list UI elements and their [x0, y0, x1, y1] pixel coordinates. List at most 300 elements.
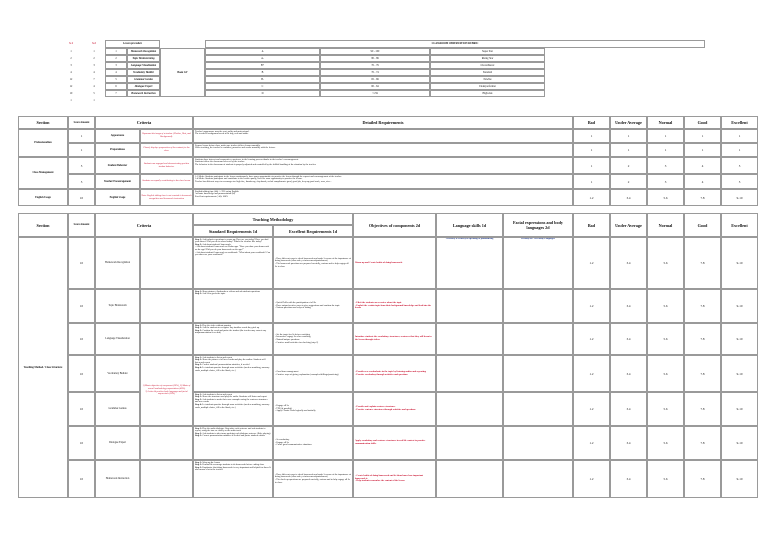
detail-line: Students follow the classroom rules set by the teacher. — [195, 161, 245, 164]
step-text: Play the video without pausing — [202, 324, 231, 327]
objectives-text — [353, 355, 436, 392]
rubric-label: High-risk — [430, 90, 545, 97]
procedure-step-num: 2 — [105, 55, 127, 62]
step-label: Step 2: — [195, 464, 202, 467]
weight-col2-value: 2 — [93, 56, 95, 60]
weight-col2-value: 4 — [93, 84, 95, 88]
level-header: Bad — [573, 116, 610, 129]
scale-value: 1 — [721, 143, 758, 157]
score-value: 10 — [68, 237, 95, 289]
excellent-line: - Have different ways to check homework and make 5s aware of the importance of doing homework (class rules, reinforcement/punishment) — [275, 257, 351, 263]
step-text: Ask inclusive questions to warm up: How are you today? Have you had your dinner? Did you do in school today? What's the weather like today? — [195, 238, 269, 244]
procedure-step-num: 4 — [105, 69, 127, 76]
step-label: Step 3: — [195, 435, 202, 438]
criteria-note: Note: English talking time is not counted in homework recognition and homework instruction — [140, 189, 193, 206]
excellent-requirements-text — [273, 237, 353, 289]
scale-value: 1 — [610, 129, 647, 143]
rubric-range: <=59 — [320, 90, 430, 97]
language-skills-cell — [436, 392, 503, 426]
standard-requirements-header: Standard Requirements 1d — [193, 225, 273, 237]
weight-col2-value: 4 — [93, 70, 95, 74]
group-label: English Usage — [18, 189, 68, 206]
excellent-requirements-text — [273, 289, 353, 323]
score-value: 1 — [68, 129, 95, 143]
step-text: Ask the students to recognize any familiar words they pick up — [202, 327, 260, 330]
details-text — [193, 143, 573, 157]
requirement-step — [195, 467, 271, 472]
detail-line: English talking time (ldt) -> 70% using English — [195, 190, 239, 193]
excellent-line: - Good time management — [275, 370, 299, 373]
lesson-procedure-header: Lesson procedure — [105, 40, 160, 48]
criteria-name: Homework Instruction — [95, 460, 140, 498]
scale-value: 1 — [573, 143, 610, 157]
step-label: Step 3: — [195, 398, 202, 401]
criteria-header: Criteria — [95, 116, 193, 129]
scale-value: 5.6 — [647, 189, 684, 206]
excellent-requirements-text — [273, 426, 353, 460]
standard-requirements-text — [193, 392, 273, 426]
facial-expressions-cell — [503, 289, 573, 323]
score-value: 10 — [68, 289, 95, 323]
score-value: 10 — [68, 392, 95, 426]
scale-value: 1 — [684, 129, 721, 143]
criteria-name: Preparedness — [95, 143, 140, 157]
weight-col1-value: 2 — [70, 56, 72, 60]
criteria-note-empty — [140, 460, 193, 498]
scale-value: 7.8 — [684, 426, 721, 460]
objectives-text — [353, 426, 436, 460]
step-text: Wrap up the lesson — [202, 461, 220, 464]
criteria-name: Topic Brainstorm — [95, 289, 140, 323]
weight-col1-value: 12 — [69, 77, 73, 81]
objectives-text — [353, 289, 436, 323]
requirement-step — [195, 367, 271, 372]
scale-value: 7.8 — [684, 189, 721, 206]
step-label: Step 1: — [195, 290, 202, 293]
details-text — [193, 174, 573, 189]
scale-value: 5.6 — [647, 355, 684, 392]
group-label: Teaching Method / Class Structure — [18, 237, 68, 498]
detail-line: When teaching, the teacher is confident, proactive and works smoothly with the lecture. — [195, 147, 276, 150]
objective-line: - Help students remember the content of the lesson — [355, 480, 405, 483]
criteria-note — [140, 355, 193, 426]
facial-expressions-cell: Flexibly use TPR/Body Languages — [503, 237, 573, 289]
rubric-label: Standard — [430, 69, 545, 76]
rubric-grade: D — [205, 90, 320, 97]
requirement-step — [195, 252, 271, 257]
excellent-line: - The check up questions are prepared carefully, various and to help engage all Ss in class. — [275, 479, 350, 484]
excellent-requirements-text — [273, 323, 353, 355]
score-value: 1 — [68, 143, 95, 157]
scale-value: 1 — [647, 129, 684, 143]
excellent-line: - Creative small activities for checking (step 2) — [275, 341, 319, 344]
excellent-requirements-header: Excellent Requirements 1d — [273, 225, 353, 237]
criteria-note: Students are engaged and demonstrating positive student behavior. — [140, 157, 193, 174]
excellent-line: - TPR (if possible) — [275, 407, 293, 410]
scale-value: 9-10 — [721, 392, 758, 426]
scale-value: 7.8 — [684, 355, 721, 392]
scale-value: 9-10 — [721, 460, 758, 498]
criteria-name: Teacher Encouragement — [95, 174, 140, 189]
objectives-text — [353, 237, 436, 289]
rubric-title: CLASSROOM OBSERVATION RUBRIC — [205, 40, 705, 48]
objective-line: - Provide new vocabularies in the topic by listening audios and repeating — [355, 370, 426, 373]
weight-col1-value: 3 — [70, 63, 72, 67]
criteria-name: Vocabulary Builder — [95, 355, 140, 392]
detail-line: Excellent requirements (>ld): 100% — [195, 195, 228, 198]
scale-value: 5.6 — [647, 460, 684, 498]
step-text: Let students practice through some activities (such as matching, memory cards, multiple choice, fill in the blank, etc.) — [195, 404, 270, 409]
criteria-name: Student Behavior — [95, 157, 140, 174]
excellent-line: - Set the target for Ss before watching — [275, 333, 310, 336]
scale-value: 3.4 — [610, 237, 647, 289]
excellent-line: - Engage all Ss — [275, 441, 289, 444]
procedure-step-label: Language Visualization — [127, 62, 160, 69]
language-skills-cell: Accuracy & Fluency in speaking & pronouncing — [436, 237, 503, 289]
scale-value: 7.8 — [684, 323, 721, 355]
weight-col1-value: 10 — [69, 91, 73, 95]
detail-line: Students show interest and cooperative experience in the learning process thanks to the teacher's encouragement. — [195, 158, 299, 161]
objective-line: Introduce students the vocabulary, structures, sentences that they will learn in the lesson through videos. — [355, 336, 432, 341]
step-text: Ask students to make their own examples using the sentence structures and new words — [195, 398, 268, 404]
scale-value: 1.2 — [573, 289, 610, 323]
criteria-name: Homework Recognition — [95, 237, 140, 289]
excellent-line: - Create good communicative situations — [275, 444, 312, 447]
scale-value: 5.6 — [647, 323, 684, 355]
score-value: 10 — [68, 323, 95, 355]
weight-col1-value: 12 — [69, 84, 73, 88]
scale-value: 1 — [610, 143, 647, 157]
criteria-name: Grammar Genius — [95, 392, 140, 426]
excellent-line: - Have different ways to check homework and make 5s aware of the importance of doing homework (class rules, reinforcement/punishment) — [275, 473, 351, 479]
detail-line: The teacher's background needs to be tidy, neat and stable. — [195, 133, 249, 136]
level-header: Under Average — [610, 116, 647, 129]
detail-line: 1-1 Mode: Students participate in the lesson continuously, have many opportunities to practice the lesson through the request and encouragement of the teacher. — [195, 175, 342, 178]
excellent-requirements-text — [273, 460, 353, 498]
scale-value: 3.4 — [610, 289, 647, 323]
objective-line: Apply vocabulary and sentence structures in real life context to practice communication skills. — [355, 440, 426, 445]
book-name: Book GV — [160, 48, 205, 97]
scale-value: 1 — [647, 143, 684, 157]
level-header: Normal — [647, 116, 684, 129]
step-label: Step 2: — [195, 293, 202, 296]
scale-value: 5 — [721, 157, 758, 174]
objectives-header: Objectives of components 2d — [353, 213, 436, 237]
objectives-text — [353, 323, 436, 355]
procedure-step-num: 7 — [105, 90, 127, 97]
rubric-grade: A- — [205, 55, 320, 62]
language-skills-cell — [436, 323, 503, 355]
criteria-name: Appearance — [95, 129, 140, 143]
score-value: 10 — [68, 460, 95, 498]
standard-requirements-text — [193, 355, 273, 392]
rubric-label: Newbie — [430, 76, 545, 83]
score-value: 10 — [68, 426, 95, 460]
objective-line: - Create habits of doing homework and let them know how important homework is — [355, 475, 424, 480]
excellent-line: - Natural/unique questions — [275, 339, 300, 341]
step-label: Step 3: — [195, 364, 202, 367]
objectives-text — [353, 460, 436, 498]
rubric-grade: A — [205, 48, 320, 55]
language-skills-cell — [436, 289, 503, 323]
scale-value: 3.4 — [610, 323, 647, 355]
details-text — [193, 129, 573, 143]
scale-value: 9-10 — [721, 355, 758, 392]
scale-value: 9-10 — [721, 237, 758, 289]
step-text: Let students practice through some activities (such as matching, memory cards, multiple choice, fill in the blank, etc.) — [195, 367, 270, 372]
details-header: Detailed Requirements — [193, 116, 573, 129]
scale-value: 1.2 — [573, 323, 610, 355]
group-label: Professionalism — [18, 129, 68, 157]
rubric-range: 90 - 100 — [320, 48, 430, 55]
detail-line: Teacher has different ways to encourage stu: high five, thumbs up, clap hands, verbal compliments: good, good job, keep up good work, wow, nice... — [195, 180, 332, 183]
weight-col2-value: 1 — [93, 98, 95, 102]
excellent-line: - Engage all Ss — [275, 405, 289, 408]
rubric-range: 65 - 69 — [320, 76, 430, 83]
step-text: Ask students to take turns speaking each dialogue sentence (Role playing) — [202, 432, 271, 435]
standard-requirements-text — [193, 323, 273, 355]
facial-expressions-cell — [503, 323, 573, 355]
scale-value: 1.2 — [573, 189, 610, 206]
scale-value: 1 — [573, 129, 610, 143]
score-header: Score Amount — [68, 213, 95, 237]
language-skills-cell — [436, 355, 503, 392]
score-value: 5 — [68, 157, 95, 174]
step-text: Show pictures, flashcards or videos and ask students questions — [202, 290, 260, 293]
step-text: Confirm the word and praise the student (the teacher may correct any mispronunciation if needed) — [195, 329, 267, 335]
criteria-name: English Usage — [95, 189, 140, 206]
level-header: Normal — [647, 213, 684, 237]
step-text: Ask Ss to guess the topic — [202, 293, 226, 296]
standard-requirements-text — [193, 237, 273, 289]
step-label: Step 4: — [195, 367, 202, 370]
step-label: Step 2: — [195, 396, 202, 399]
excellent-line: - Various questions and ways of asking — [275, 307, 311, 310]
objective-line: - Practice sentence structures through activities and questions — [355, 409, 416, 411]
procedure-step-num: 5 — [105, 76, 127, 83]
rubric-range: 70 - 74 — [320, 69, 430, 76]
step-text: Correct students' pronunciation mistakes, if needed — [202, 364, 250, 367]
facial-expressions-cell — [503, 426, 573, 460]
detail-line: Prepare lesson before class, make sure teacher deliver lesson smoothly. — [195, 144, 261, 147]
weight-col1-value: 1 — [70, 49, 72, 53]
step-label: Step 4: — [195, 404, 202, 407]
teaching-methodology-header: Teaching Methodology — [193, 213, 353, 225]
step-text: Show the picture of all new words and play the audios. Students will listen and repeat — [195, 359, 266, 364]
rubric-label: Overachiever — [430, 62, 545, 69]
detail-line: Accurate knowledge and pronunciation (ld) — [195, 193, 236, 196]
level-header: Excellent — [721, 116, 758, 129]
group-label: Class Management — [18, 157, 68, 189]
step-text: Correct pronunciation mistakes if needed and praise students efforts — [202, 435, 265, 438]
weight-col2-value: 1 — [93, 49, 95, 53]
facial-expressions-cell — [503, 355, 573, 392]
criteria-name: Dialogue Expert — [95, 426, 140, 460]
scale-value: 1.2 — [573, 392, 610, 426]
scale-value: 7.8 — [684, 237, 721, 289]
language-skills-cell — [436, 460, 503, 498]
rubric-range: 80 - 89 — [320, 55, 430, 62]
scale-value: 2 — [610, 157, 647, 174]
requirement-step — [195, 404, 271, 409]
weight-col1-value: 1 — [70, 98, 72, 102]
procedure-step-num: 6 — [105, 83, 127, 90]
weight-col2-header: S-2 — [92, 42, 96, 46]
facial-expressions-cell — [503, 460, 573, 498]
scale-value: 3.4 — [610, 460, 647, 498]
criteria-note-empty — [140, 289, 193, 323]
procedure-step-label: Vocabulary Builder — [127, 69, 160, 76]
weight-col2-value: 5 — [93, 91, 95, 95]
scale-value: 1 — [573, 157, 610, 174]
scale-value: 9-10 — [721, 189, 758, 206]
procedure-step-label: Homework Instruction — [127, 90, 160, 97]
scale-value: 2 — [610, 174, 647, 189]
objective-line: - Practice vocabulary through activities and questions — [355, 373, 408, 376]
excellent-line: - Ss vocabulary — [275, 439, 290, 442]
scale-value: 3.4 — [610, 392, 647, 426]
scale-value: 7.8 — [684, 289, 721, 323]
scale-value: 5.6 — [647, 426, 684, 460]
weight-col1-value: 4 — [70, 70, 72, 74]
excellent-line: - Quick Drills with the participation of all Ss — [275, 302, 317, 305]
excellent-line: - Interactive engage Ss when watching — [275, 336, 311, 339]
standard-requirements-text — [193, 289, 273, 323]
criteria-note-line: 1) Meets objective of component (20%), 2) Meets of overall methodology expectations (40%) — [142, 385, 191, 390]
level-header: Bad — [573, 213, 610, 237]
section-header: Section — [18, 116, 68, 129]
scale-value: 1 — [721, 129, 758, 143]
step-text: Show the structures and play the audio. Students will listen and repeat — [202, 396, 267, 399]
detail-line: The behavior in the classroom of students is properly adjusted and controlled by the skillful handling of the situation by the teacher. — [195, 163, 317, 166]
criteria-note: Clearly displays preparation of the content for the class. — [140, 143, 193, 157]
procedure-step-num: 1 — [105, 48, 127, 55]
rubric-range: 70 - 79 — [320, 62, 430, 69]
detail-line: Teacher's appearance must be neat, polite and professional. — [195, 130, 250, 133]
criteria-note-empty — [140, 426, 193, 460]
rubric-label: Underperformer — [430, 83, 545, 90]
scale-value: 9-10 — [721, 323, 758, 355]
procedure-step-label: Grammar Genius — [127, 76, 160, 83]
step-label: Step 3: — [195, 329, 202, 332]
details-text — [193, 157, 573, 174]
standard-requirements-text — [193, 426, 273, 460]
scale-value: 1.2 — [573, 237, 610, 289]
step-text: Emphasize that doing homework is very important and helpful for them. It also means a lot to the teacher — [195, 466, 271, 472]
step-label: Step 2: — [195, 243, 202, 246]
scale-value: 1 — [684, 143, 721, 157]
score-value: 5 — [68, 174, 95, 189]
details-text — [193, 189, 573, 206]
scale-value: 3.4 — [610, 426, 647, 460]
procedure-step-label: Topic Brainstorming — [127, 55, 160, 62]
step-label: Step 2: — [195, 327, 202, 330]
scale-value: 3 — [647, 174, 684, 189]
criteria-note-line: 3) Active & positive body language and facial expressions (20%) — [145, 390, 188, 396]
scale-value: 9-10 — [721, 289, 758, 323]
facial-expressions-header: Facial expressions and body languages 2d — [503, 213, 573, 237]
rubric-grade: B+ — [205, 62, 320, 69]
scale-value: 1.2 — [573, 426, 610, 460]
standard-requirements-text — [193, 460, 273, 498]
rubric-range: 60 - 64 — [320, 83, 430, 90]
score-value: 10 — [68, 355, 95, 392]
criteria-name: Language Visualization — [95, 323, 140, 355]
language-skills-cell — [436, 426, 503, 460]
criteria-header: Criteria — [95, 213, 193, 237]
scale-value: 4 — [684, 174, 721, 189]
level-header: Under Average — [610, 213, 647, 237]
detail-line: 1-4 Mode: Students participate and contribute to the lesson equally, have the same opportunity to practice the lesson. — [195, 178, 303, 181]
scale-value: 9-10 — [721, 426, 758, 460]
step-label: Step 1: — [195, 393, 202, 396]
step-label: Step 1: — [195, 238, 202, 241]
scale-value: 5 — [721, 174, 758, 189]
step-label: Step 2: — [195, 432, 202, 435]
criteria-note: Represent the image of a teacher (Clothes, Hair, and Background). — [140, 129, 193, 143]
objective-line: - Elicit the students an overview about the topic — [355, 302, 402, 305]
rubric-grade: C — [205, 83, 320, 90]
score-header: Score Amount — [68, 116, 95, 129]
procedure-step-label: Dialogue Expert — [127, 83, 160, 90]
requirement-step — [195, 330, 271, 335]
scale-value: 1.2 — [573, 460, 610, 498]
weight-col1-header: S-1 — [69, 42, 73, 46]
rubric-label: Rising Star — [430, 55, 545, 62]
excellent-line: - Have unique/creative ways to give suggestions and confirm the topic — [275, 304, 340, 307]
scale-value: 1 — [573, 174, 610, 189]
excellent-line: - Creative ways of giving explanation (examples/drillings/practicing) — [275, 373, 339, 376]
step-text: Ask about students' homework: — [202, 243, 232, 246]
step-label: Step 1: — [195, 356, 202, 359]
objective-line: Warm up and Create habits of doing homework. — [355, 261, 403, 264]
scale-value: 5.6 — [647, 392, 684, 426]
excellent-line: - Apply Classin Tools logically and tactfully — [275, 410, 316, 413]
step-label: Step 1: — [195, 427, 202, 430]
criteria-note-empty — [140, 237, 193, 289]
step-label: Step 2: — [195, 359, 202, 362]
scale-value: 3.4 — [610, 189, 647, 206]
level-header: Good — [684, 213, 721, 237]
step-label: Step 3: — [195, 466, 202, 469]
step-text: Play the audio dialogue. Stop after each sentence and ask students to repeat, using the tone as closely as the audio track — [195, 427, 266, 433]
procedure-step-num: 3 — [105, 62, 127, 69]
step-text: - Ask about students' homework on workbook: "What about your workbook? Can you show me your workbook?" — [195, 251, 271, 257]
step-text: - Ask about students' homework on Yadou app: "Have you done your homework on the app? Did you do your homework on the app?" — [195, 246, 269, 252]
objective-line: - Exploit the certain topic from their background knowledge and lead into the lesson — [355, 304, 432, 310]
step-text: Remind & encourage students to do homework before ending class — [202, 464, 265, 467]
objectives-text — [353, 392, 436, 426]
scale-value: 5.6 — [647, 237, 684, 289]
level-header: Excellent — [721, 213, 758, 237]
step-text: Ask students to listen and repeat — [202, 393, 233, 396]
scale-value: 4 — [684, 157, 721, 174]
rubric-grade: B — [205, 69, 320, 76]
rubric-label: Super Star — [430, 48, 545, 55]
excellent-requirements-text — [273, 392, 353, 426]
scale-value: 7.8 — [684, 460, 721, 498]
scale-value: 7.8 — [684, 392, 721, 426]
weight-col2-value: 3 — [93, 63, 95, 67]
scale-value: 5.6 — [647, 289, 684, 323]
criteria-note: Students are equally contributing to the class lesson. — [140, 174, 193, 189]
language-skills-header: Language skills 1d — [436, 213, 503, 237]
step-label: Step 1: — [195, 461, 202, 464]
scale-value: 3.4 — [610, 355, 647, 392]
procedure-step-label: Homework Recognition — [127, 48, 160, 55]
excellent-line: - The homework questions are prepared carefully, various and to help engage all Ss in class. — [275, 263, 349, 268]
criteria-note-empty — [140, 323, 193, 355]
